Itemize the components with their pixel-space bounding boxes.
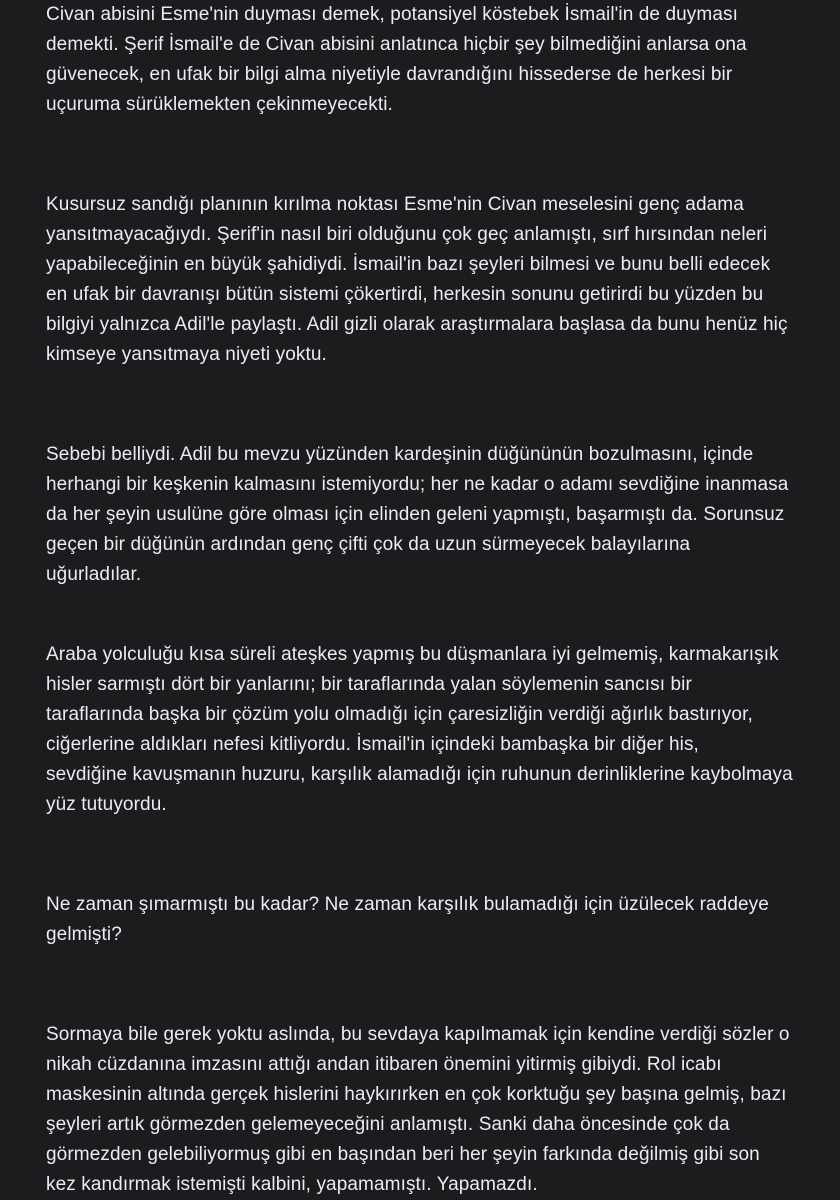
text-line: da her şeyin usulüne göre olması için elinden geleni yapmıştı, başarmıştı da. Sorunsuz (46, 504, 785, 525)
text-line: yapabileceğinin en büyük şahidiydi. İsmail'in bazı şeyleri bilmesi ve bunu belli edecek (46, 254, 771, 275)
text-line: maskesinin altında gerçek hislerini haykırırken en çok korktuğu şey başına gelmiş, bazı (46, 1084, 787, 1105)
text-line: uçuruma sürüklemekten çekinmeyecekti. (46, 94, 393, 115)
text-line: demekti. Şerif İsmail'e de Civan abisini anlatınca hiçbir şey bilmediğini anlarsa ona (46, 34, 747, 55)
text-line: Sebebi belliydi. Adil bu mevzu yüzünden kardeşinin düğününün bozulmasını, içinde (46, 444, 754, 465)
paragraph (46, 0, 747, 120)
paragraph (46, 890, 769, 950)
paragraph (46, 190, 788, 370)
text-line: sevdiğine kavuşmanın huzuru, karşılık alamadığı için ruhunun derinliklerine kaybolmaya (46, 764, 793, 785)
text-line: Civan abisini Esme'nin duyması demek, potansiyel köstebek İsmail'in de duyması (46, 4, 738, 25)
text-line: herhangi bir keşkenin kalmasını istemiyordu; her ne kadar o adamı sevdiğine inanmasa (46, 474, 789, 495)
paragraph (46, 640, 793, 820)
text-line: en ufak bir davranışı bütün sistemi çökertirdi, herkesin sonunu getirirdi bu yüzden bu (46, 284, 764, 305)
text-line: geçen bir düğünün ardından genç çifti çok da uzun sürmeyecek balayılarına (46, 534, 691, 555)
text-line: yansıtmayacağıydı. Şerif'in nasıl biri olduğunu çok geç anlamıştı, sırf hırsından neleri (46, 224, 768, 245)
paragraph (46, 440, 788, 590)
paragraph (46, 1020, 790, 1200)
text-line: Ne zaman şımarmıştı bu kadar? Ne zaman karşılık bulamadığı için üzülecek raddeye (46, 894, 769, 915)
text-line: ciğerlerine aldıkları nefesi kitliyordu. İsmail'in içindeki bambaşka bir diğer his, (46, 734, 699, 755)
text-line: Kusursuz sandığı planının kırılma noktası Esme'nin Civan meselesini genç adama (46, 194, 744, 215)
text-line: bilgiyi yalnızca Adil'le paylaştı. Adil gizli olarak araştırmalara başlasa da bunu henüz hiç (46, 314, 788, 335)
text-line: güvenecek, en ufak bir bilgi alma niyetiyle davrandığını hissederse de herkesi bir (46, 64, 733, 85)
text-line: şeyleri artık görmezden gelemeyeceğini anlamıştı. Sanki daha öncesinde çok da (46, 1114, 730, 1135)
text-line: kimseye yansıtmaya niyeti yoktu. (46, 344, 327, 365)
text-line: yüz tutuyordu. (46, 794, 167, 815)
text-line: uğurladılar. (46, 564, 142, 585)
text-line: hisler sarmıştı dört bir yanlarını; bir taraflarında yalan söylemenin sancısı bir (46, 674, 692, 695)
text-line: Araba yolculuğu kısa süreli ateşkes yapmış bu düşmanlara iyi gelmemiş, karmakarışık (46, 644, 779, 665)
text-line: kez kandırmak istemişti kalbini, yapamamıştı. Yapamazdı. (46, 1174, 538, 1195)
text-line: Sormaya bile gerek yoktu aslında, bu sevdaya kapılmamak için kendine verdiği sözler o (46, 1024, 790, 1045)
text-line: gelmişti? (46, 924, 122, 945)
text-line: nikah cüzdanına imzasını attığı andan itibaren önemini yitirmiş gibiydi. Rol icabı (46, 1054, 722, 1075)
text-line: görmezden gelebiliyormuş gibi en başından beri her şeyin farkında değilmiş gibi son (46, 1144, 760, 1165)
text-line: taraflarında başka bir çözüm yolu olmadığı için çaresizliğin verdiği ağırlık bastırıyor, (46, 704, 753, 725)
